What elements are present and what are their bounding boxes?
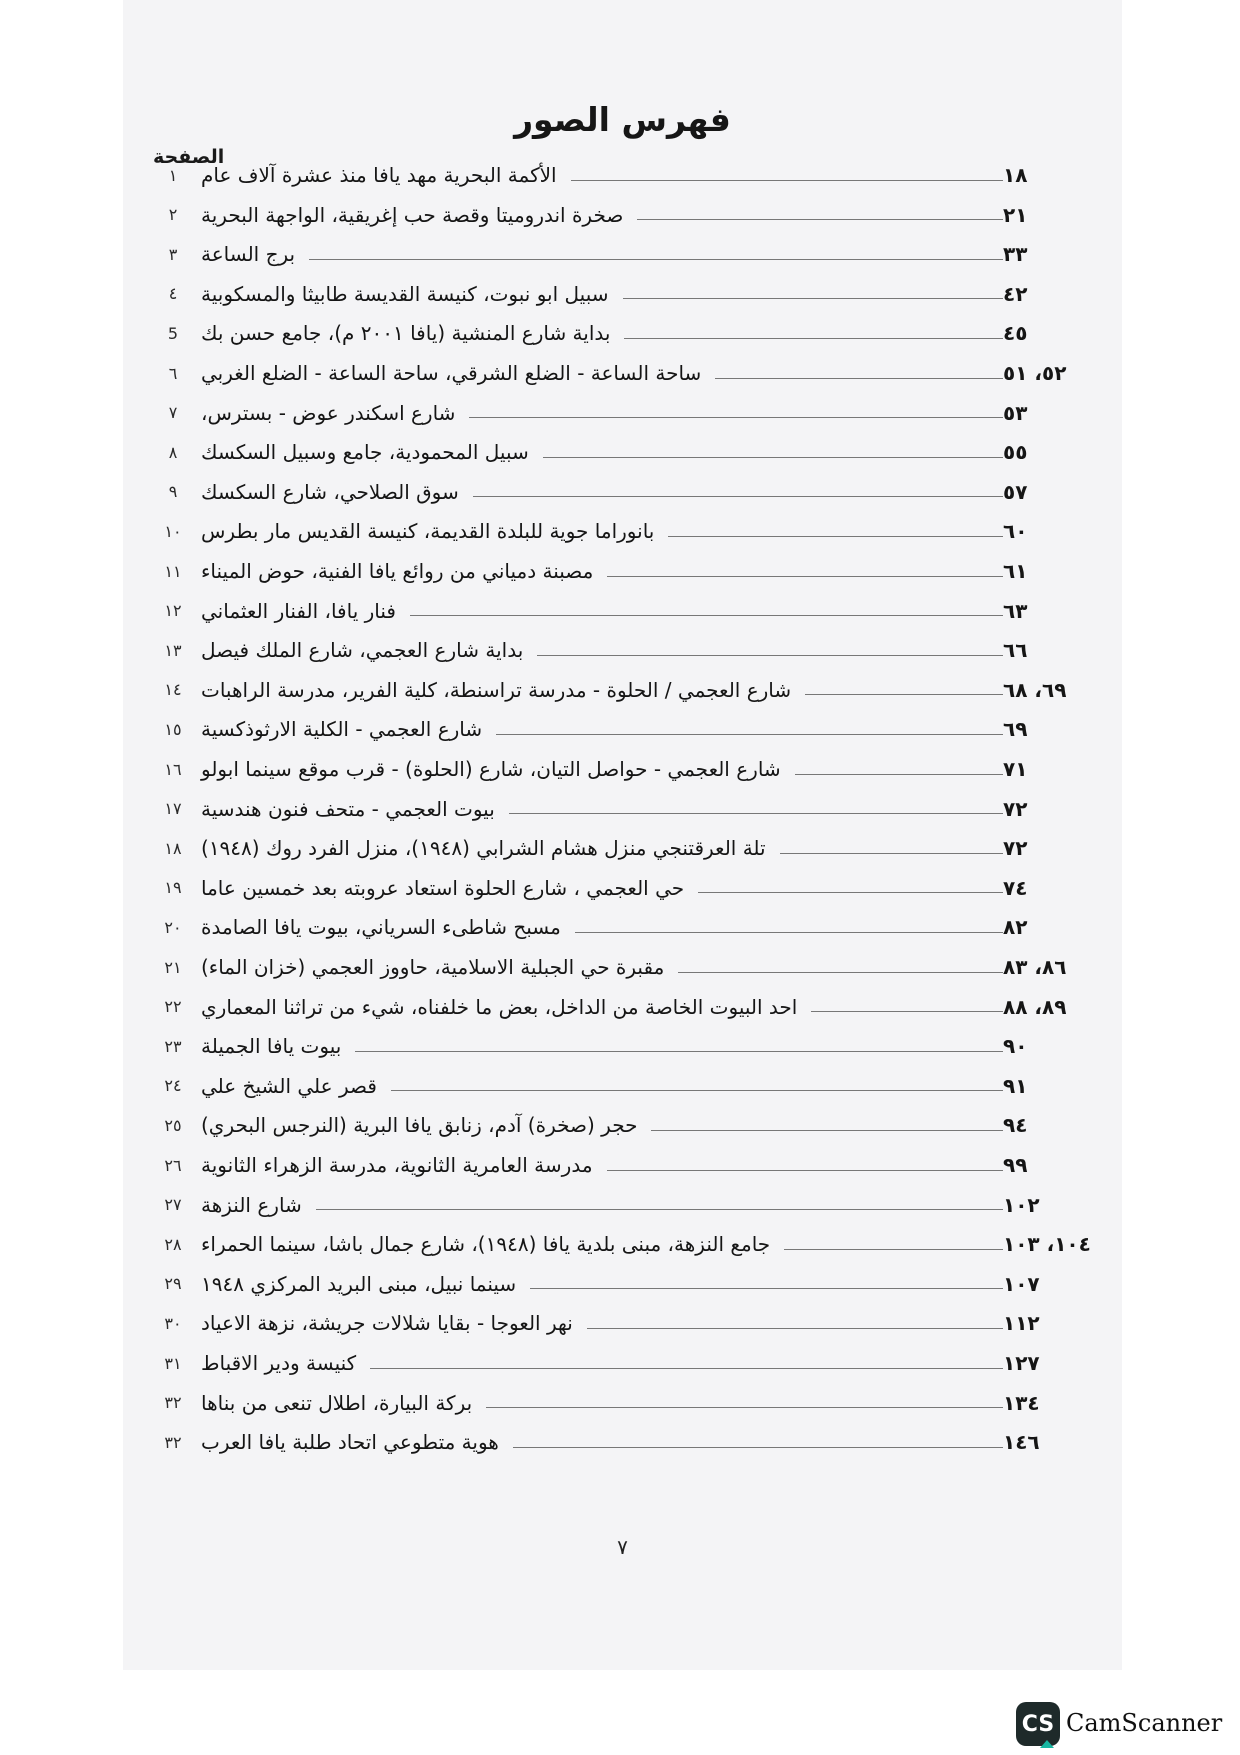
- entry-page: ٧٢: [1003, 836, 1028, 861]
- dotted-leader: [469, 417, 1003, 418]
- entry-title: مصبنة دمياني من روائع يافا الفنية، حوض الميناء: [201, 559, 594, 583]
- toc-row: [153, 275, 1093, 313]
- entry-title: سينما نبيل، مبنى البريد المركزي ١٩٤٨: [201, 1271, 517, 1296]
- entry-number: ٩: [168, 482, 178, 502]
- entry-title: فنار يافا، الفنار العثماني: [201, 598, 396, 623]
- toc-row: [153, 1423, 1093, 1461]
- entry-title: سبيل ابو نبوت، كنيسة القديسة طابيثا والمسكوبية: [201, 281, 609, 306]
- entry-number: ٢٩: [164, 1274, 182, 1294]
- entry-title: صخرة اندروميتا وقصة حب إغريقية، الواجهة البحرية: [201, 202, 624, 227]
- entry-title: شارع النزهة: [201, 1192, 302, 1217]
- entry-title: ساحة الساعة - الضلع الشرقي، ساحة الساعة - الضلع الغربي: [201, 361, 702, 385]
- toc-row: [153, 1225, 1093, 1263]
- toc-row: [153, 1067, 1093, 1105]
- toc-row: [153, 829, 1093, 867]
- toc-row: [153, 235, 1093, 273]
- camscanner-logo-icon: [1016, 1702, 1060, 1746]
- entry-number: ٢٣: [164, 1036, 182, 1056]
- entry-page: ٤٢: [1003, 281, 1028, 306]
- entry-number: ٦: [168, 363, 178, 383]
- dotted-leader: [391, 1090, 1003, 1091]
- entry-number: ١٨: [164, 838, 182, 858]
- entry-number: 5: [167, 323, 179, 343]
- entry-page: ١٤٦: [1003, 1430, 1040, 1455]
- entry-title: بركة البيارة، اطلال تنعى من بناها: [201, 1390, 473, 1415]
- dotted-leader: [530, 1288, 1003, 1289]
- entry-page: ٥٣: [1003, 400, 1028, 425]
- entry-page: ٥٧: [1003, 479, 1028, 504]
- toc-row: [153, 592, 1093, 630]
- toc-row: [153, 1384, 1093, 1422]
- entry-title: سوق الصلاحي، شارع السكسك: [201, 479, 459, 504]
- dotted-leader: [473, 496, 1003, 497]
- entry-title: مسبح شاطىء السرياني، بيوت يافا الصامدة: [201, 915, 561, 940]
- entry-page: ٣٣: [1003, 242, 1028, 267]
- dotted-leader: [309, 259, 1003, 260]
- entry-number: ١٥: [164, 719, 182, 739]
- dotted-leader: [587, 1328, 1003, 1329]
- entry-number: ٢٦: [164, 1155, 182, 1175]
- entry-title: هوية متطوعي اتحاد طلبة يافا العرب: [201, 1430, 499, 1455]
- entry-page: ١٨: [1003, 163, 1028, 187]
- dotted-leader: [624, 338, 1003, 339]
- dotted-leader: [668, 536, 1003, 537]
- entry-number: ٢٠: [164, 917, 182, 937]
- entry-title: كنيسة ودير الاقباط: [201, 1351, 357, 1375]
- entry-title: برج الساعة: [201, 242, 296, 267]
- entry-number: ٢٢: [164, 997, 182, 1017]
- entry-number: ٢٧: [164, 1195, 182, 1215]
- entry-number: ٢: [168, 205, 178, 225]
- entry-page: ٩٤: [1003, 1113, 1028, 1138]
- dotted-leader: [607, 1170, 1003, 1171]
- entry-title: الأكمة البحرية مهد يافا منذ عشرة آلاف عام: [201, 163, 557, 187]
- entry-title: شارع العجمي - الكلية الارثوذكسية: [201, 717, 483, 742]
- dotted-leader: [623, 298, 1004, 299]
- entry-page: ٦٩، ٦٨: [1003, 677, 1067, 702]
- entry-page: ٦٠: [1003, 519, 1028, 544]
- entry-page: ٢١: [1003, 202, 1028, 227]
- entry-number: ٨: [168, 442, 178, 462]
- toc-row: [153, 908, 1093, 946]
- entry-title: حجر (صخرة) آدم، زنابق يافا البرية (النرجس البحري): [201, 1113, 638, 1138]
- entry-page: ١٠٢: [1003, 1192, 1040, 1217]
- dotted-leader: [571, 180, 1003, 181]
- entry-page: ٦٣: [1003, 598, 1028, 623]
- entry-title: بداية شارع المنشية (يافا ٢٠٠١ م)، جامع حسن بك: [201, 321, 611, 346]
- entry-number: ١١: [164, 561, 182, 581]
- entry-number: ١٦: [164, 759, 182, 779]
- entry-page: ٩٠: [1003, 1034, 1028, 1059]
- entry-page: ١٠٧: [1003, 1271, 1040, 1296]
- entry-page: ٨٦، ٨٣: [1003, 955, 1067, 979]
- dotted-leader: [355, 1051, 1003, 1052]
- entry-page: ٧٢: [1003, 796, 1028, 821]
- toc-row: [153, 394, 1093, 432]
- entry-title: مقبرة حي الجبلية الاسلامية، حاووز العجمي (خزان الماء): [201, 955, 665, 979]
- entry-number: ٢٨: [164, 1234, 182, 1254]
- toc-row: [153, 710, 1093, 748]
- entry-title: بداية شارع العجمي، شارع الملك فيصل: [201, 638, 524, 663]
- dotted-leader: [784, 1249, 1003, 1250]
- toc-row: [153, 354, 1093, 392]
- toc-row: [153, 1027, 1093, 1065]
- toc-row: [153, 552, 1093, 590]
- toc-row: [153, 1106, 1093, 1144]
- entry-page: ٧١: [1003, 757, 1028, 781]
- entry-page: ٩١: [1003, 1073, 1028, 1098]
- entry-title: نهر العوجا - بقايا شلالات جريشة، نزهة الاعياد: [201, 1311, 573, 1336]
- toc-row: [153, 671, 1093, 709]
- dotted-leader: [513, 1447, 1003, 1448]
- toc-row: [153, 1186, 1093, 1224]
- entry-number: ٣٢: [164, 1432, 182, 1452]
- entry-number: ٢١: [164, 957, 182, 977]
- entry-number: ١٤: [164, 680, 182, 700]
- entry-number: ٣: [168, 244, 178, 264]
- entry-title: سبيل المحمودية، جامع وسبيل السكسك: [201, 440, 529, 465]
- entry-title: بانوراما جوية للبلدة القديمة، كنيسة القديس مار بطرس: [201, 519, 655, 544]
- entry-page: ١٢٧: [1003, 1351, 1040, 1375]
- toc-row: [153, 631, 1093, 669]
- entry-number: ١٢: [164, 601, 182, 621]
- entry-number: ١٣: [164, 640, 182, 660]
- dotted-leader: [537, 655, 1003, 656]
- entry-title: قصر علي الشيخ علي: [201, 1073, 377, 1098]
- entry-title: شارع العجمي / الحلوة - مدرسة تراسنطة، كلية الفرير، مدرسة الراهبات: [201, 677, 792, 702]
- dotted-leader: [811, 1011, 1003, 1012]
- entry-number: ٣١: [164, 1353, 182, 1373]
- entry-title: شارع العجمي - حواصل التيان، شارع (الحلوة) - قرب موقع سينما ابولو: [201, 757, 781, 781]
- entry-page: ١١٢: [1003, 1311, 1040, 1336]
- dotted-leader: [678, 972, 1003, 973]
- entry-page: ٦٩: [1003, 717, 1028, 742]
- dotted-leader: [607, 576, 1003, 577]
- entry-page: ٤٥: [1003, 321, 1028, 346]
- toc-row: [153, 196, 1093, 234]
- dotted-leader: [780, 853, 1003, 854]
- entry-number: ١: [168, 165, 178, 185]
- dotted-leader: [715, 378, 1003, 379]
- entry-number: ١٧: [164, 799, 182, 819]
- toc-row: [153, 1265, 1093, 1303]
- entry-title: جامع النزهة، مبنى بلدية يافا (١٩٤٨)، شارع جمال باشا، سينما الحمراء: [201, 1232, 771, 1257]
- toc-row: [153, 988, 1093, 1026]
- entry-page: ٥٢، ٥١: [1003, 361, 1067, 385]
- entry-title: شارع اسكندر عوض - بسترس،: [201, 400, 456, 425]
- entry-page: ٧٤: [1003, 875, 1028, 900]
- dotted-leader: [637, 219, 1003, 220]
- entry-title: مدرسة العامرية الثانوية، مدرسة الزهراء الثانوية: [201, 1153, 593, 1177]
- dotted-leader: [496, 734, 1003, 735]
- toc-row: [153, 433, 1093, 471]
- entry-number: ٣٢: [164, 1393, 182, 1413]
- toc-row: [153, 948, 1093, 986]
- entry-title: بيوت يافا الجميلة: [201, 1034, 342, 1059]
- toc-row: [153, 790, 1093, 828]
- toc-row: [153, 156, 1093, 194]
- dotted-leader: [316, 1209, 1003, 1210]
- entry-number: ٤: [168, 284, 178, 304]
- entry-page: ٦٦: [1003, 638, 1028, 663]
- camscanner-brand-text: CamScanner: [1066, 1709, 1223, 1737]
- dotted-leader: [651, 1130, 1003, 1131]
- toc-row: [153, 1344, 1093, 1382]
- toc-row: [153, 314, 1093, 352]
- entry-number: ٣٠: [164, 1313, 182, 1333]
- entry-page: ٥٥: [1003, 440, 1028, 465]
- page-title: فهرس الصور: [514, 100, 731, 139]
- entry-page: ١٣٤: [1003, 1390, 1040, 1415]
- dotted-leader: [805, 694, 1003, 695]
- dotted-leader: [486, 1407, 1003, 1408]
- toc-row: [153, 473, 1093, 511]
- toc-row: [153, 1304, 1093, 1342]
- dotted-leader: [698, 892, 1003, 893]
- entry-page: ٨٩، ٨٨: [1003, 994, 1067, 1019]
- camscanner-logo-text: CS: [1021, 1711, 1055, 1737]
- toc-row: [153, 1146, 1093, 1184]
- entry-title: بيوت العجمي - متحف فنون هندسية: [201, 796, 495, 821]
- dotted-leader: [410, 615, 1003, 616]
- entry-title: احد البيوت الخاصة من الداخل، بعض ما خلفناه، شيء من تراثنا المعماري: [201, 994, 798, 1019]
- entry-number: ٢٥: [164, 1115, 182, 1135]
- toc-row: [153, 750, 1093, 788]
- page-column-header: الصفحة: [153, 146, 225, 168]
- page-number: ٧: [617, 1535, 628, 1559]
- entry-number: ١٠: [164, 521, 182, 541]
- entry-number: ٢٤: [164, 1076, 182, 1096]
- dotted-leader: [370, 1368, 1003, 1369]
- dotted-leader: [795, 774, 1003, 775]
- entry-page: ٦١: [1003, 559, 1028, 583]
- toc-row: [153, 869, 1093, 907]
- entry-number: ٧: [168, 403, 178, 423]
- entry-page: ١٠٤، ١٠٣: [1003, 1232, 1091, 1257]
- toc-row: [153, 512, 1093, 550]
- entry-page: ٨٢: [1003, 915, 1028, 940]
- dotted-leader: [543, 457, 1003, 458]
- entry-title: حي العجمي ، شارع الحلوة استعاد عروبته بعد خمسين عاما: [201, 875, 685, 900]
- dotted-leader: [509, 813, 1003, 814]
- entry-number: ١٩: [164, 878, 182, 898]
- entry-page: ٩٩: [1003, 1153, 1028, 1177]
- dotted-leader: [575, 932, 1003, 933]
- entry-title: تلة العرقتنجي منزل هشام الشرابي (١٩٤٨)، منزل الفرد روك (١٩٤٨): [201, 836, 766, 861]
- scanned-page: [123, 0, 1122, 1670]
